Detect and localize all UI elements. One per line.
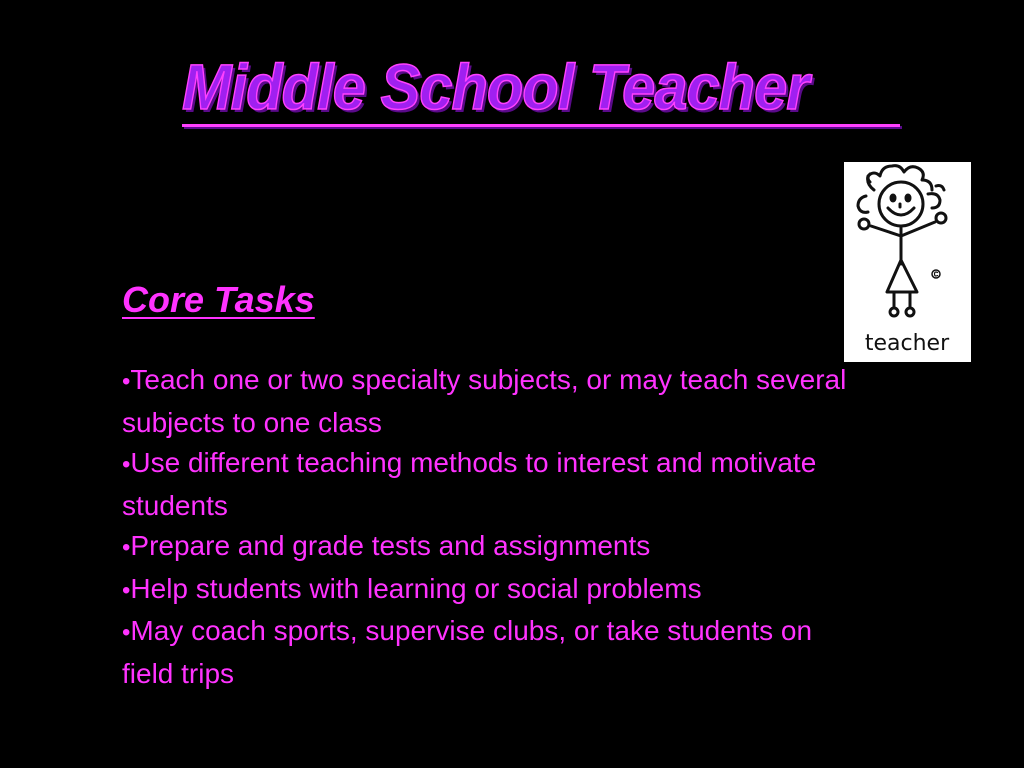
illustration-caption: teacher bbox=[864, 331, 950, 356]
title-block bbox=[182, 52, 902, 132]
list-item bbox=[122, 611, 852, 694]
slide-title: Middle School Teacher bbox=[182, 51, 809, 123]
list-item bbox=[122, 569, 852, 612]
bullet-text: Use different teaching methods to interest and motivate students bbox=[122, 447, 817, 521]
bullet-mark: • bbox=[122, 368, 131, 395]
stick-figure-teacher-icon bbox=[844, 162, 971, 362]
section-heading: Core Tasks bbox=[122, 279, 315, 320]
bullet-mark: • bbox=[122, 619, 131, 646]
content-area bbox=[122, 278, 852, 694]
bullet-mark: • bbox=[122, 534, 131, 561]
bullet-mark: • bbox=[122, 576, 131, 604]
list-item bbox=[122, 360, 852, 443]
bullet-text: May coach sports, supervise clubs, or take students on field trips bbox=[122, 615, 813, 689]
bullet-mark: • bbox=[122, 451, 131, 478]
bullet-text: Teach one or two specialty subjects, or may teach several subjects to one class bbox=[122, 364, 847, 438]
title-underline bbox=[182, 124, 900, 127]
bullet-text: Prepare and grade tests and assignments bbox=[130, 530, 651, 561]
teacher-illustration bbox=[844, 162, 971, 362]
bullet-list bbox=[122, 360, 852, 694]
list-item bbox=[122, 526, 852, 569]
list-item bbox=[122, 443, 852, 526]
bullet-text: Help students with learning or social problems bbox=[130, 572, 702, 604]
